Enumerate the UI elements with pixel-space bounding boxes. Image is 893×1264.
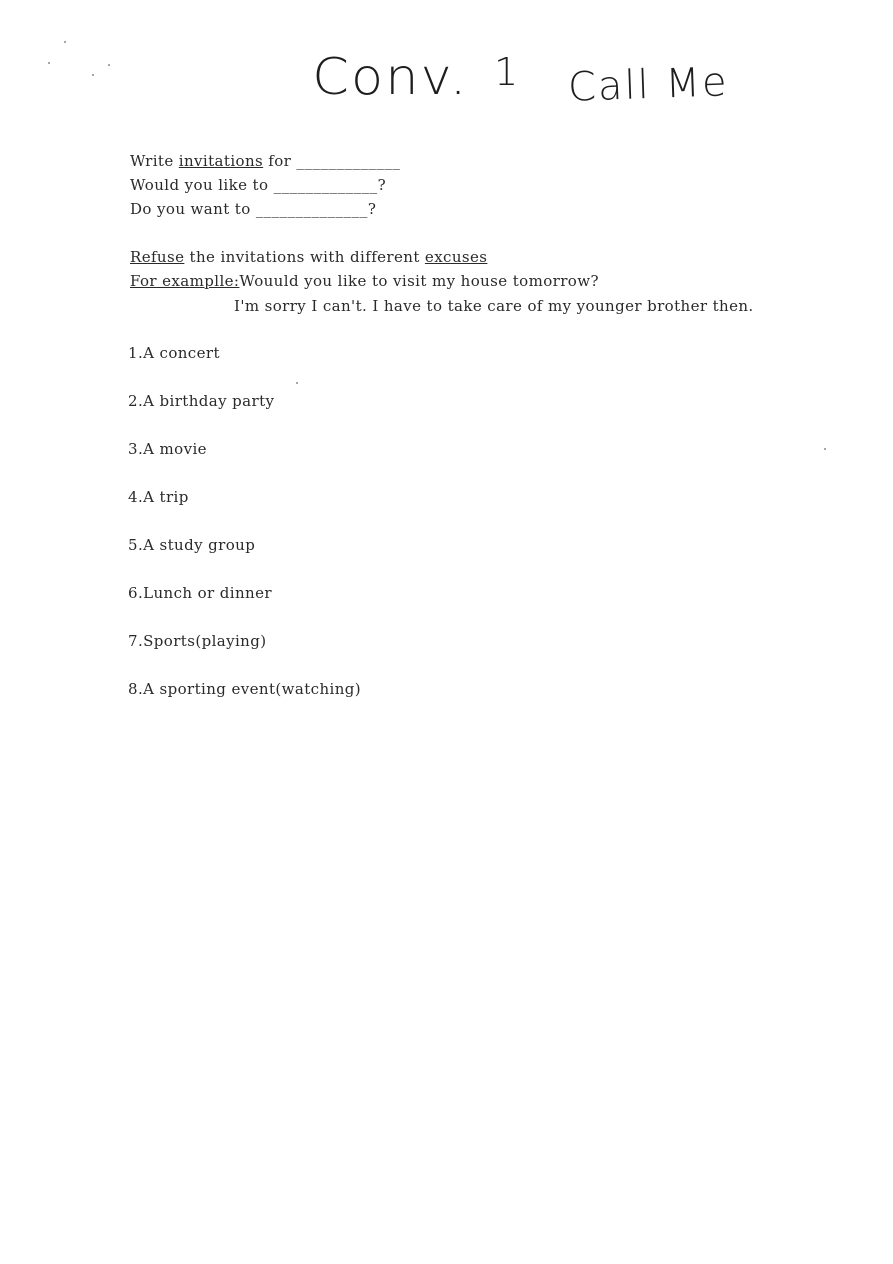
answer-blank: _____________ [296,152,401,170]
keyword-refuse: Refuse [130,248,185,266]
instruction-line-1: Write invitations for _____________ [130,152,401,170]
example-label: For examplle: [130,272,240,290]
example-question-line [130,272,599,290]
handwritten-title-number: 1 [494,50,521,94]
list-item: 7.Sports(playing) [128,632,267,650]
list-item: 2.A birthday party [128,392,275,410]
list-item: 8.A sporting event(watching) [128,680,362,698]
list-item: 1.A concert [128,344,220,362]
instruction-line-2: Would you like to _____________? [130,176,387,194]
example-answer: I'm sorry I can't. I have to take care of my younger brother then. [234,297,754,315]
list-item: 6.Lunch or dinner [128,584,272,602]
refuse-instruction: Refuse the invitations with different excuses [130,248,488,266]
instruction-line-3: Do you want to ______________? [130,200,377,218]
list-item: 5.A study group [128,536,256,554]
answer-blank: ______________ [255,200,368,218]
example-question: Wouuld you like to visit my house tomorrow? [239,272,599,290]
keyword-excuses: excuses [424,248,488,266]
list-item: 4.A trip [128,488,189,506]
handwritten-title-conv: Conv. [312,48,469,106]
keyword-invitations: invitations [178,152,264,170]
list-item: 3.A movie [128,440,207,458]
answer-blank: _____________ [273,176,378,194]
handwritten-title-call-me: Call Me [567,59,730,111]
